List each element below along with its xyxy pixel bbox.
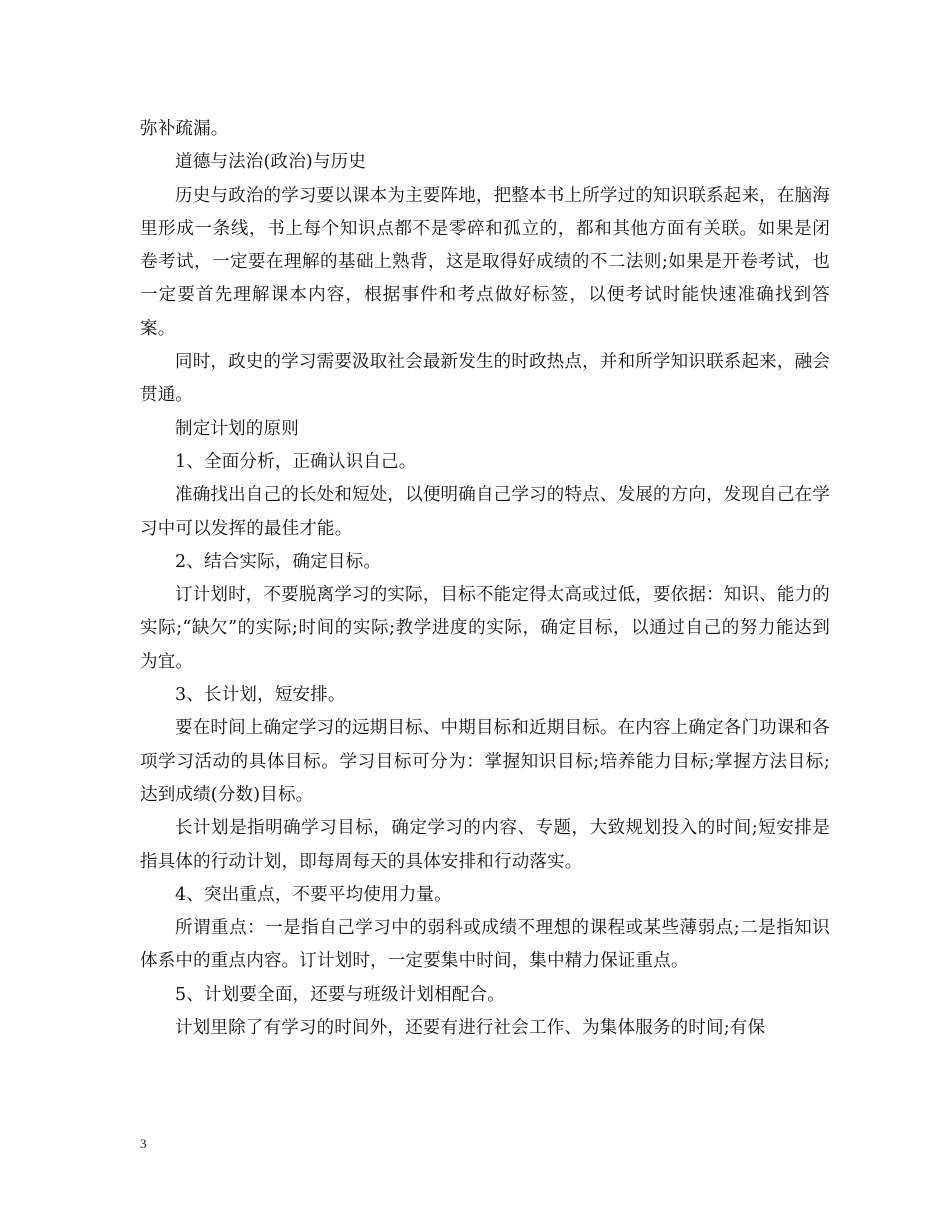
section-heading-plan-principles: 制定计划的原则 <box>175 418 299 439</box>
principle-3-heading: 3、长计划，短安排。 <box>175 685 346 706</box>
principle-4-body: 所谓重点：一是指自己学习中的弱科或成绩不理想的课程或某些薄弱点;二是指知识体系中的重点内容。订计划时，一定要集中时间，集中精力保证重点。 <box>140 918 830 972</box>
section-heading-morality-history: 道德与法治(政治)与历史 <box>175 152 367 173</box>
paragraph-continuation: 弥补疏漏。 <box>140 119 229 139</box>
principle-2-body: 订计划时，不要脱离学习的实际，目标不能定得太高或过低，要依据：知识、能力的实际;“缺欠”的实际;时间的实际;教学进度的实际，确定目标，以通过自己的努力能达到为宜。 <box>140 585 830 672</box>
page-body <box>140 113 830 1045</box>
principle-3-body-plans: 长计划是指明确学习目标，确定学习的内容、专题，大致规划投入的时间;短安排是指具体的行动计划，即每周每天的具体安排和行动落实。 <box>140 818 830 872</box>
principle-3-body-goals: 要在时间上确定学习的远期目标、中期目标和近期目标。在内容上确定各门功课和各项学习活动的具体目标。学习目标可分为：掌握知识目标;培养能力目标;掌握方法目标;达到成绩(分数)目标。 <box>140 718 830 805</box>
principle-2-heading: 2、结合实际，确定目标。 <box>175 551 382 572</box>
paragraph-history-politics-study: 历史与政治的学习要以课本为主要阵地，把整本书上所学过的知识联系起来，在脑海里形成一条线，书上每个知识点都不是零碎和孤立的，都和其他方面有关联。如果是闭卷考试，一定要在理解的基础上熟背，这是取得好成绩的不二法则;如果是开卷考试，也一定要首先理解课本内容，根据事件和考点做好标签，以便考试时能快速准确找到答案。 <box>140 185 830 339</box>
page-number: 3 <box>140 1136 147 1151</box>
principle-5-heading: 5、计划要全面，还要与班级计划相配合。 <box>175 984 505 1005</box>
principle-4-heading: 4、突出重点，不要平均使用力量。 <box>175 884 452 905</box>
principle-1-heading: 1、全面分析，正确认识自己。 <box>175 451 417 472</box>
paragraph-current-affairs: 同时，政史的学习需要汲取社会最新发生的时政热点，并和所学知识联系起来，融会贯通。 <box>140 352 830 406</box>
principle-1-body: 准确找出自己的长处和短处，以便明确自己学习的特点、发展的方向，发现自己在学习中可以发挥的最佳才能。 <box>140 485 830 539</box>
principle-5-body: 计划里除了有学习的时间外，还要有进行社会工作、为集体服务的时间;有保 <box>175 1018 766 1039</box>
